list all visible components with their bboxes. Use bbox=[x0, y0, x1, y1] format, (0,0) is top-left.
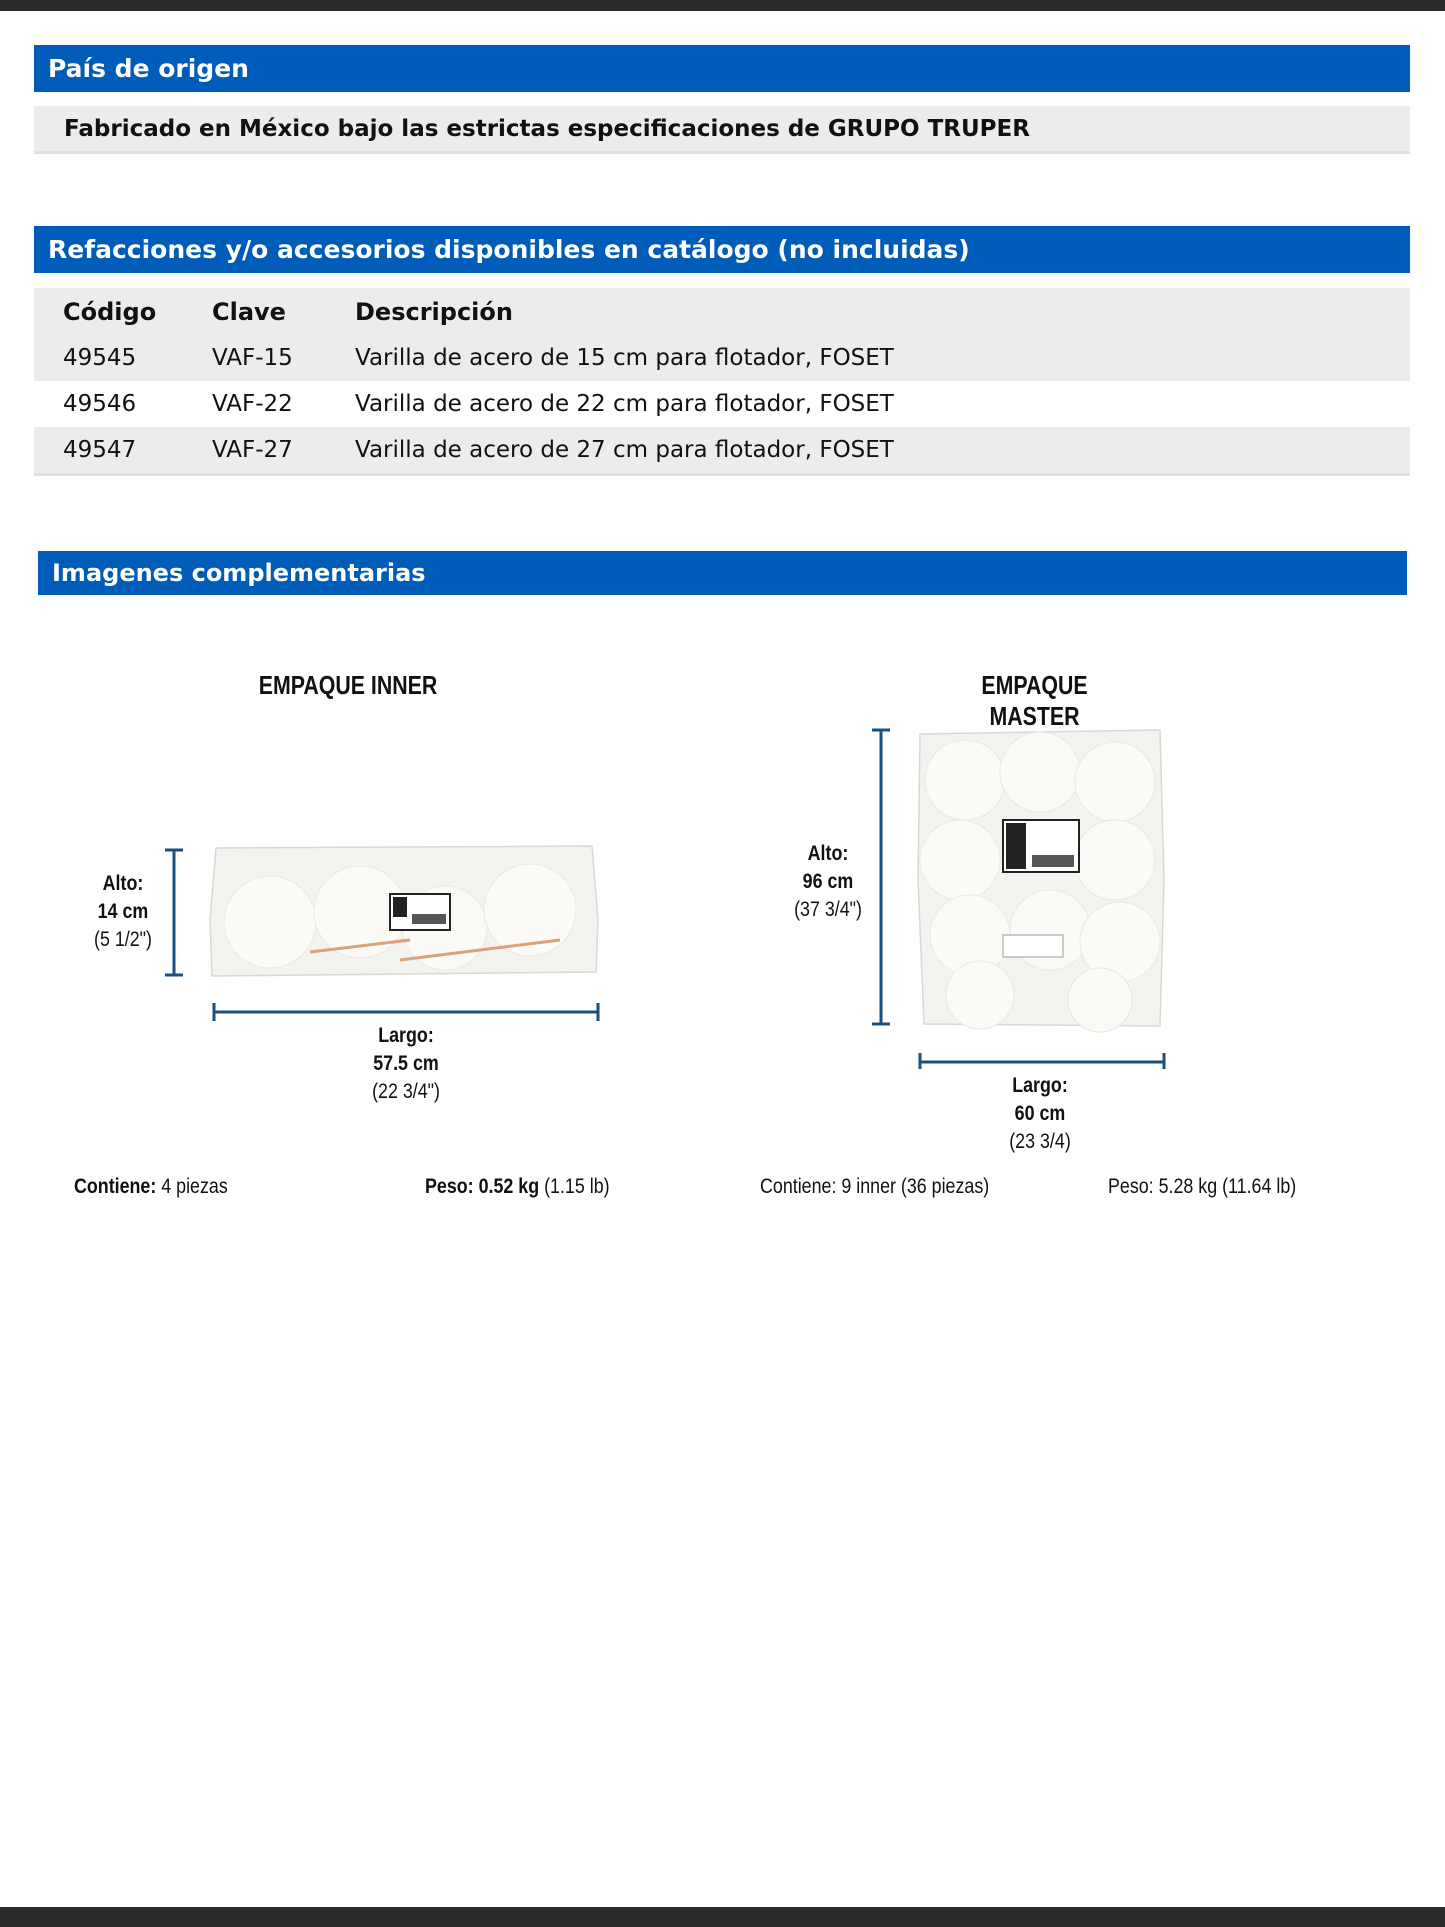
master-alto-label: Alto: bbox=[807, 842, 849, 865]
cell-descripcion: Varilla de acero de 27 cm para flotador, FOSET bbox=[355, 437, 894, 463]
cell-codigo: 49547 bbox=[63, 437, 137, 463]
inner-height-label bbox=[85, 870, 162, 954]
inner-contains-value: 4 piezas bbox=[161, 1175, 228, 1198]
cell-descripcion: Varilla de acero de 22 cm para flotador, FOSET bbox=[355, 391, 894, 417]
inner-weight-label: Peso: bbox=[425, 1175, 474, 1198]
cell-clave: VAF-22 bbox=[212, 391, 293, 417]
inner-weight-value: 0.52 kg bbox=[478, 1175, 540, 1198]
inner-contains-label: Contiene: bbox=[74, 1175, 157, 1198]
master-largo-inch: (23 3/4) bbox=[1009, 1130, 1071, 1153]
master-weight: Peso: 5.28 kg (11.64 lb) bbox=[1108, 1175, 1297, 1198]
master-length-line bbox=[920, 1053, 1164, 1069]
header-codigo: Código bbox=[63, 298, 157, 326]
master-height-line bbox=[872, 730, 890, 1024]
master-contains: Contiene: 9 inner (36 piezas) bbox=[760, 1175, 990, 1198]
inner-contains bbox=[74, 1175, 228, 1199]
inner-title: EMPAQUE INNER bbox=[258, 670, 438, 700]
master-largo-label: Largo: bbox=[1012, 1074, 1068, 1097]
cell-codigo: 49546 bbox=[63, 391, 137, 417]
inner-largo-value: 57.5 cm bbox=[373, 1052, 439, 1075]
inner-package-image bbox=[210, 846, 598, 976]
inner-largo-inch: (22 3/4") bbox=[372, 1080, 440, 1103]
master-largo-value: 60 cm bbox=[1014, 1102, 1066, 1125]
inner-drawing bbox=[160, 840, 610, 1040]
bottom-bar bbox=[0, 1907, 1445, 1927]
inner-alto-label: Alto: bbox=[102, 872, 144, 895]
table-row bbox=[34, 335, 1410, 381]
header-descripcion: Descripción bbox=[355, 298, 513, 326]
inner-length-line bbox=[214, 1003, 598, 1021]
inner-weight-lb: (1.15 lb) bbox=[544, 1175, 610, 1198]
origin-text: Fabricado en México bajo las estrictas especificaciones de GRUPO TRUPER bbox=[64, 116, 1030, 142]
cell-clave: VAF-15 bbox=[212, 345, 293, 371]
images-section-title: Imagenes complementarias bbox=[38, 551, 1407, 595]
table-row bbox=[34, 381, 1410, 427]
master-title: EMPAQUE MASTER bbox=[981, 670, 1088, 731]
inner-alto-inch: (5 1/2") bbox=[94, 928, 152, 951]
origin-section-title: País de origen bbox=[34, 45, 1410, 92]
cell-clave: VAF-27 bbox=[212, 437, 293, 463]
header-clave: Clave bbox=[212, 298, 286, 326]
master-drawing bbox=[860, 720, 1180, 1070]
table-row bbox=[34, 427, 1410, 473]
master-length-label bbox=[989, 1072, 1091, 1156]
master-alto-value: 96 cm bbox=[802, 870, 854, 893]
master-alto-inch: (37 3/4") bbox=[794, 898, 862, 921]
top-bar bbox=[0, 0, 1445, 11]
table-header-row bbox=[34, 288, 1410, 335]
inner-length-label bbox=[355, 1022, 457, 1106]
inner-weight bbox=[425, 1175, 610, 1199]
master-package-image bbox=[918, 730, 1164, 1032]
inner-height-line bbox=[165, 850, 183, 975]
parts-table bbox=[34, 288, 1410, 476]
table-bottom-line bbox=[34, 473, 1410, 476]
master-height-label bbox=[786, 840, 871, 924]
parts-section-title: Refacciones y/o accesorios disponibles en catálogo (no incluidas) bbox=[34, 226, 1410, 273]
cell-codigo: 49545 bbox=[63, 345, 137, 371]
cell-descripcion: Varilla de acero de 15 cm para flotador, FOSET bbox=[355, 345, 894, 371]
inner-alto-value: 14 cm bbox=[97, 900, 149, 923]
inner-largo-label: Largo: bbox=[378, 1024, 434, 1047]
